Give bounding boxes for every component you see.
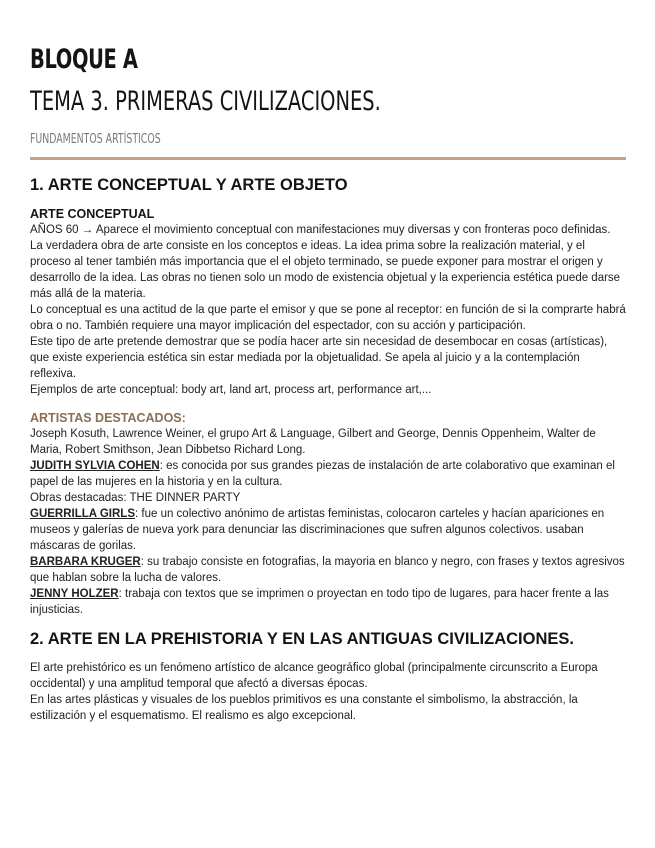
artist-description: : fue un colectivo anónimo de artistas feministas, colocaron carteles y hacían apariciones en museos y galerías de nueva york para denunciar las discriminaciones que sufren algunos colectivos. usaban máscaras de gorilas.	[30, 508, 605, 552]
artist-name: JENNY HOLZER	[30, 588, 119, 600]
artist-name: GUERRILLA GIRLS	[30, 508, 135, 520]
artist-entry	[30, 554, 626, 586]
document-body	[30, 173, 626, 724]
artists-list: Joseph Kosuth, Lawrence Weiner, el grupo Art & Language, Gilbert and George, Dennis Oppenheim, Walter de Maria, Robert Smithson, Jean Dibbetso Richard Long.	[30, 428, 596, 456]
artists-heading: ARTISTAS DESTACADOS:	[30, 411, 186, 425]
paragraph: AÑOS 60 → Aparece el movimiento conceptual con manifestaciones muy diversas y con fronteras poco definidas.	[30, 224, 611, 236]
paragraph: El arte prehistórico es un fenómeno artístico de alcance geográfico global (principalmente circunscrito a Europa occidental) y una amplitud temporal que afectó a diversas épocas.	[30, 662, 598, 690]
section-2-heading: 2. ARTE EN LA PREHISTORIA Y EN LAS ANTIGUAS CIVILIZACIONES.	[30, 630, 574, 648]
artist-description: Obras destacadas: THE DINNER PARTY	[30, 492, 241, 504]
section-1-heading: 1. ARTE CONCEPTUAL Y ARTE OBJETO	[30, 176, 348, 194]
artist-description: : es conocida por sus grandes piezas de instalación de arte colaborativo que examinan el papel de las mujeres en la historia y en la cultura.	[30, 460, 615, 488]
paragraph: Lo conceptual es una actitud de la que parte el emisor y que se pone al receptor: en función de si la comprarte habrá obra o no. También requiere una mayor implicación del espectador, con su acción y participación.	[30, 304, 626, 332]
paragraph: Ejemplos de arte conceptual: body art, land art, process art, performance art,...	[30, 384, 432, 396]
paragraph: En las artes plásticas y visuales de los pueblos primitivos es una constante el simbolismo, la abstracción, la estilización y el esquematismo. El realismo es algo excepcional.	[30, 694, 578, 722]
section-1-subheading: ARTE CONCEPTUAL	[30, 207, 155, 221]
artist-name: JUDITH SYLVIA COHEN	[30, 460, 160, 472]
block-title: BLOQUE A	[30, 44, 138, 75]
subject-label: FUNDAMENTOS ARTÍSTICOS	[30, 132, 161, 147]
paragraph: Este tipo de arte pretende demostrar que se podía hacer arte sin necesidad de desembocar en cosas (artísticas), que existe experiencia estética sin estar mediada por la objetualidad. Se apela al juicio y a la contemplación reflexiva.	[30, 336, 608, 380]
paragraph: La verdadera obra de arte consiste en los conceptos e ideas. La idea prima sobre la realización material, y el proceso al tener también más importancia que el el objeto terminado, se puede exponer para mostrar el origen y desarrollo de la idea. Las obras no tienen solo un modo de existencia objetual y la experiencia estética puede darse más allá de la materia.	[30, 240, 621, 300]
artist-entry	[30, 458, 626, 490]
topic-title: TEMA 3. PRIMERAS CIVILIZACIONES.	[30, 86, 381, 117]
artist-entry	[30, 490, 626, 506]
artist-name: BARBARA KRUGER	[30, 556, 141, 568]
artist-entry	[30, 586, 626, 618]
artist-description: : su trabajo consiste en fotografias, la mayoria en blanco y negro, con frases y textos agresivos que hablan sobre la lucha de valores.	[30, 556, 625, 584]
artist-description: : trabaja con textos que se imprimen o proyectan en todo tipo de lugares, para hacer frente a las injusticias.	[30, 588, 609, 616]
artist-entry	[30, 506, 626, 554]
header-divider	[30, 157, 626, 160]
